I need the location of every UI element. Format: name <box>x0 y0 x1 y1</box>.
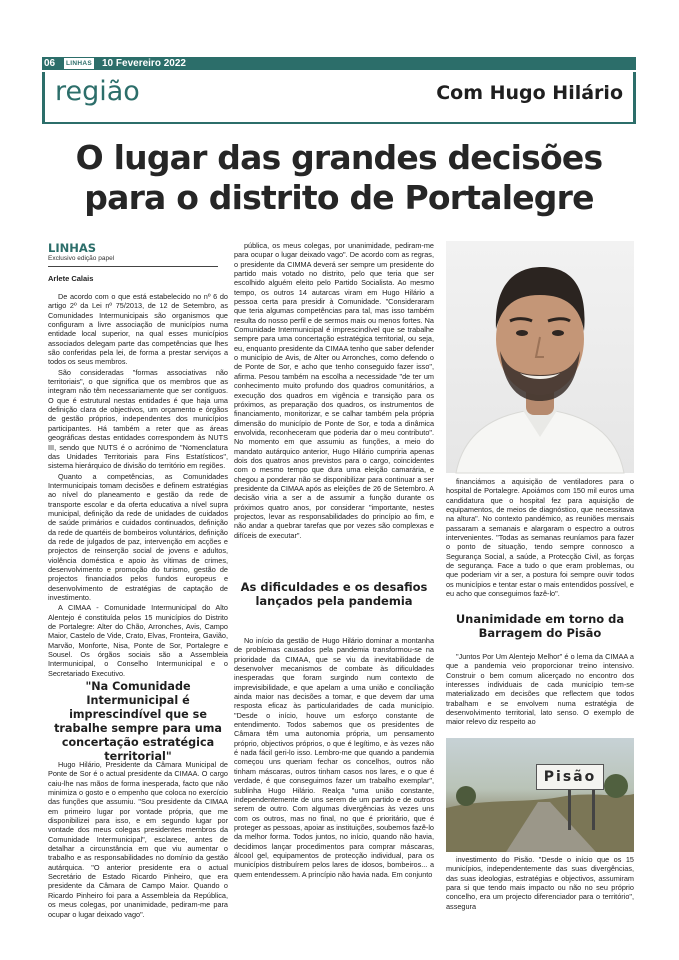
road-sign-photo <box>446 738 634 852</box>
interview-tag: Com Hugo Hilário <box>436 82 623 104</box>
column-1b-text <box>48 760 228 945</box>
portrait-photo <box>446 241 634 473</box>
newspaper-logo: LINHAS <box>66 60 92 67</box>
paragraph: São consideradas "formas associativas não territoriais", o que significa que os membros que as integram não têm necessariamente que ser contíguos. O que é estrutural nestas entidades é que haja uma definição clara de objectivos, um orçamento e órgãos de gestão próprios, independentes dos municípios participantes. Há também a reter que as áreas geográficas destas entidades correspondem às NUTS III, sendo que NUTS é o acrónimo de "Nomenclatura das Unidades Territoriais para Fins Estatísticos", sistema hierárquico de divisão do território em regiões. <box>48 367 228 471</box>
section-title: região <box>55 76 140 107</box>
paragraph: No início da gestão de Hugo Hilário dominar a montanha de problemas causados pela pandemia transformou-se na prioridade da CIMAA, que se viu da inevitabilidade de desenvolver mecanismos de combate às dificuldades inesperadas que foram surgindo num contexto de imprevisibilidade, e que apelam a uma união e conciliação ainda maior nas decisões a tomar, e que devem dar uma resposta eficaz às particularidades de cada município. "Desde o início, houve um esforço constante de entendimento. Todos sabemos que os presidentes de Câmara têm uma autonomia própria, um pensamento próprio, objectivos próprios, o que é legítimo, e às vezes não é nada fácil geri-lo isso. Lembro-me que quando a pandemia começou uns queriam fechar os concelhos, outros não tinham máscaras, outros tinham casos nos lares, e o que é verdade, é que conseguimos fazer um trabalho exemplar", sublinha Hugo Hilário. Realça "uma união constante, independentemente de uns serem de um partido e de outros serem de outro. Com algumas divergências às vezes uns com os outros, mas no final, no que é prioritário, que é proteger as pessoas, apoiar as instituições, soubemos fazê-lo da melhor forma. Todos juntos, no início, quando não havia, decidimos lançar procedimentos para comprar máscaras, álcool gel, equipamentos de protecção individual, para os municípios distribuírem pelos lares de idosos, bombeiros... a quem entendessem. A princípio não havia nada. Em conjunto <box>234 636 434 879</box>
column-3b-text <box>446 652 634 734</box>
author-byline: Arlete Calais <box>48 274 94 283</box>
paragraph: De acordo com o que está estabelecido no nº 6 do artigo 2º da Lei nº 75/2013, de 12 de Setembro, as Comunidades Intermunicipais são organismos que configuram a livre associação de municípios numa entidade local superior, na qual esses municípios associados delegam parte das competências que lhes são conferidas pela lei, de forma a prestar serviços a todos os seus membros. <box>48 292 228 367</box>
subheading-pandemic: As dificuldades e os desafios lançados pela pandemia <box>240 580 428 608</box>
issue-date: 10 Fevereiro 2022 <box>102 58 186 69</box>
page-header-bar <box>42 57 636 70</box>
paragraph: pública, os meus colegas, por unanimidade, pediram-me para ocupar o lugar deixado vago". De acordo com as regras, o presidente da CIMMA deverá ser sempre um presidente do partido mais votado no distrito, pelo que teria que ser escolhido alguém eleito pelo Partido Socialista. Ao mesmo tempo, os outros 14 autarcas viram em Hugo Hilário a pessoa certa para presidir à Comunidade. "Consideraram que teria algumas competências para tal, mas isso também resulta do nosso perfil e de sermos mais ou menos fortes. Na Comunidade Intermunicipal é imprescindível que se trabalhe sempre para uma concertação estratégica territorial, ou seja, eu, enquanto presidente da CIMAA tenho que saber defender o município de Avis, de Alter ou Arronches, como defendo o de Ponte de Sor, e acho que tenho conseguido fazer isso", afirma. Pesou também na escolha a necessidade "de ter um conhecimento muito profundo dos quadros comunitários, a execução dos quadros em vigência e transição para os próximos, as preparação dos quadros, os instrumentos de financiamento, monitorizar, e se calhar também pela própria dimensão do município de Ponte de Sor, e toda a dinâmica envolvida, reconheceram que poderia dar o meu contributo". No momento em que assumiu as funções, a meio do mandato autárquico anterior, Hugo Hilário cumpriria apenas dois dos quatros anos previstos para o cargo, coincidentes com o mesmo tempo que dura uma eleição camarária, e chegou a ponderar não se disponibilizar para continuar a ser presidente da CIMAA após as eleições de 26 de Setembro. A decisão viria a ser a de assumir a função durante os próximos quatro anos, por considerar "importante, nestes projectos, levar as responsabilidades do princípio ao fim, e não andar a quebrar tarefas que por vezes são complexas e difíceis de executar". <box>234 241 434 540</box>
page-number: 06 <box>44 58 56 69</box>
brand-label: LINHAS <box>48 241 97 255</box>
column-3-text <box>446 477 634 599</box>
headline-line-1: O lugar das grandes decisões <box>75 138 603 177</box>
column-2-text <box>234 241 434 571</box>
subheading-pisao: Unanimidade em torno da Barragem do Pisão <box>455 612 625 640</box>
pisao-sign: Pisão <box>536 764 604 790</box>
divider <box>48 266 218 267</box>
paragraph: Hugo Hilário, Presidente da Câmara Municipal de Ponte de Sor é o actual presidente da CIMAA. O cargo caiu-lhe nas mãos de forma inesperada, facto que não minimiza o gosto e o empenho que coloca no exercício das funções que assumiu. "Sou presidente da CIMAA em primeiro lugar por vontade própria, que me disponibilizei para isso, e em segundo lugar por vontade dos meus colegas presidentes membros da Comunidade Intermunicipal", esclarece, antes de detalhar a circunstância em que viu aumentar o trabalho e as responsabilidades no domínio da gestão autárquica. "O anterior presidente era o actual Secretário de Estado Ricardo Pinheiro, que era presidente da Câmara de Campo Maior. Quando o Ricardo Pinheiro foi para a Assembleia da República, os meus colegas, por unanimidade, pediram-me para ocupar o lugar deixado vago". <box>48 760 228 919</box>
column-2b-text <box>234 636 434 945</box>
paragraph: investimento do Pisão. "Desde o início que os 15 municípios, independentemente das suas divergências, das suas ideologias, estratégias e objectivos, assumiram para si que tendo mais impacto ou não no seu próprio concelho, era um projecto diferenciador para o território", assegura <box>446 855 634 911</box>
column-1-text <box>48 292 228 678</box>
paragraph: Quanto a competências, as Comunidades Intermunicipais tomam decisões e definem estratégias ao nível do planeamento e gestão da rede de transporte escolar e da oferta educativa a nível supra municipal, definição da rede de unidades de cuidados de saúde primários e cuidados continuados, definição da rede de quartéis de bombeiros voluntários, definição da rede de julgados de paz, intervenção em acções e projectos de reinserção social de jovens e adultos, violência doméstica e apoio às vítimas de crimes, desenvolvimento e promoção do turismo, gestão de projectos financiados pelos fundos europeus e desenvolvimento de estratégias de captação de investimento. <box>48 471 228 602</box>
pull-quote: "Na Comunidade Intermunicipal é imprescindível que se trabalhe sempre para uma concertação estratégica territorial" <box>54 680 222 763</box>
portrait-illustration <box>446 241 634 473</box>
landscape-illustration <box>446 738 634 852</box>
paragraph: A CIMAA - Comunidade Intermunicipal do Alto Alentejo é constituída pelos 15 municípios do Distrito de Portalegre: Alter do Chão, Arronches, Avis, Campo Maior, Castelo de Vide, Crato, Elvas, Fronteira, Gavião, Marvão, Monforte, Nisa, Ponte de Sor, Portalegre e Sousel. Os órgãos sociais são a Assembleia Intermunicipal, o Conselho Intermunicipal e o Secretariado Executivo. <box>48 603 228 678</box>
headline-line-2: para o distrito de Portalegre <box>84 178 594 217</box>
paragraph: "Juntos Por Um Alentejo Melhor" é o lema da CIMAA a que a pandemia veio proporcionar treino intensivo. Construir o bem comum alicerçado no encontro dos interesses individuais de cada município tem-se materializado em decisões que reflectem que todos trabalham e se envolvem numa estratégia de desenvolvimento territorial, lato senso. O exemplo de maior relevo diz respeito ao <box>446 652 634 727</box>
brand-subtitle: Exclusivo edição papel <box>48 255 115 262</box>
section-header <box>42 72 636 124</box>
article-headline <box>42 138 636 218</box>
paragraph: financiámos a aquisição de ventiladores para o hospital de Portalegre. Apoiámos com 150 mil euros uma candidatura que o hospital fez para aquisição de equipamentos, de meios de diagnóstico, que necessitava na altura". No contexto pandémico, as reuniões mensais passaram a semanais e alargaram o espectro a outros intervenientes. "Todas as semanas reuníamos para fazer o ponto de situação, tendo sempre connosco a Segurança Social, a saúde, a Protecção Civil, as forças de segurança. Face a tudo o que eram problemas, ou que poderiam vir a ser, a postura foi sempre ouvir todos os municípios e tentar estar o mais entendidos possível, e eu acho que conseguimos fazê-lo". <box>446 477 634 599</box>
column-3c-text <box>446 855 634 945</box>
